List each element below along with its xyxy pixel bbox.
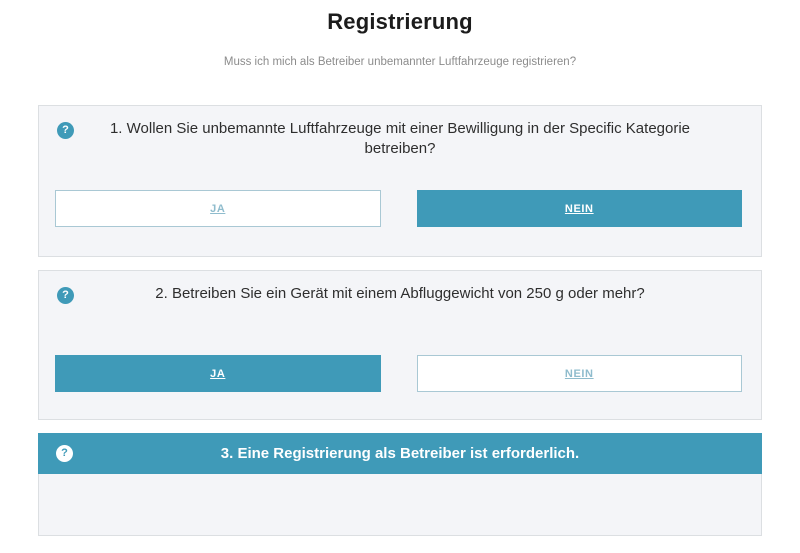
q2-nein-button[interactable]: NEIN	[417, 355, 743, 392]
result-body	[39, 474, 761, 536]
result-text: 3. Eine Registrierung als Betreiber ist erforderlich.	[220, 445, 580, 462]
question-mark-icon: ?	[56, 445, 73, 462]
question-mark-icon: ?	[57, 122, 74, 139]
q1-nein-button[interactable]: NEIN	[417, 190, 743, 227]
page-title: Registrierung	[327, 9, 473, 34]
question-mark-icon: ?	[57, 287, 74, 304]
page-subtitle: Muss ich mich als Betreiber unbemannter Luftfahrzeuge registrieren?	[223, 56, 577, 68]
question-2-text: 2. Betreiben Sie ein Gerät mit einem Abfluggewicht von 250 g oder mehr?	[155, 285, 645, 302]
question-boxes	[38, 105, 762, 536]
result-header	[38, 433, 762, 474]
question-box-2	[38, 270, 762, 420]
help-button-result[interactable]	[56, 445, 73, 462]
q2-ja-button[interactable]: JA	[55, 355, 381, 392]
help-button-q1[interactable]	[57, 122, 74, 139]
question-box-1	[38, 105, 762, 257]
question-2-answers	[55, 355, 742, 392]
result-box	[38, 433, 762, 536]
question-1-answers	[55, 190, 742, 227]
question-1-text: 1. Wollen Sie unbemannte Luftfahrzeuge mit einer Bewilligung in der Specific Kategorie betreiben?	[109, 120, 691, 157]
help-button-q2[interactable]	[57, 287, 74, 304]
q1-ja-button[interactable]: JA	[55, 190, 381, 227]
